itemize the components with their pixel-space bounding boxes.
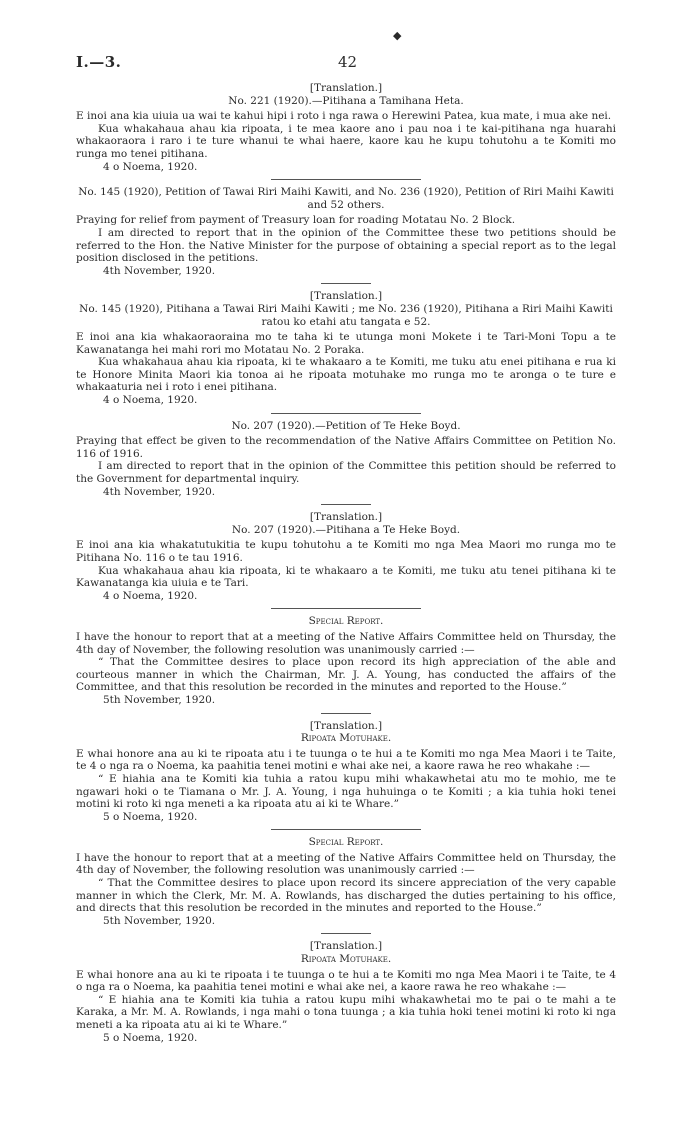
date-line: 4th November, 1920. xyxy=(103,264,216,277)
paragraph: E whai honore ana au ki te ripoata i te tuunga o te hui a te Komiti mo nga Mea Maori i te Taite, te 4 o nga ra o Noema, ka paahitia tenei motini e whai ake nei, a kaore rawa he reo whakahe :— xyxy=(76,968,616,994)
section-special-report-chairman xyxy=(76,615,616,706)
date-line: 5 o Noema, 1920. xyxy=(103,810,198,823)
date-line: 5 o Noema, 1920. xyxy=(103,1031,198,1044)
translation-label: [Translation.] xyxy=(309,511,383,524)
date-line: 4th November, 1920. xyxy=(103,485,216,498)
section-title: No. 221 (1920).—Pitihana a Tamihana Heta. xyxy=(228,94,464,107)
paragraph: I am directed to report that in the opinion of the Committee this petition should be referred to the Government for departmental inquiry. xyxy=(76,460,616,486)
section-title: Ripoata Motuhake. xyxy=(300,732,392,745)
section-divider xyxy=(271,413,421,414)
date-line: 5th November, 1920. xyxy=(103,914,216,927)
date-line: 5th November, 1920. xyxy=(103,693,216,706)
section-petition-207 xyxy=(76,420,616,499)
paragraph: I am directed to report that in the opinion of the Committee these two petitions should be referred to the Hon. the Native Minister for the purpose of obtaining a special report as to the legal position disclosed in the petitions. xyxy=(76,226,616,265)
section-title: Ripoata Motuhake. xyxy=(300,953,392,966)
paragraph: “ E hiahia ana te Komiti kia tuhia a ratou kupu mihi whakawhetai mo te pai o te mahi a te Karaka, a Mr. M. A. Rowlands, i nga mahi o tona tuunga ; a kia tuhia hoki tenei motini ki roto ki nga meneti a ka ripoata atu ai ki te Whare.” xyxy=(76,993,616,1031)
paragraph: Praying that effect be given to the recommendation of the Native Affairs Committee on Petition No. 116 of 1916. xyxy=(76,435,616,460)
translation-label: [Translation.] xyxy=(309,719,383,732)
section-translation-207 xyxy=(76,511,616,602)
paragraph: E whai honore ana au ki te ripoata atu i te tuunga o te hui a te Komiti mo nga Mea Maori i te Taite, te 4 o nga ra o Noema, ka paahitia tenei motini e whai ake nei, a kaore rawa he reo whakahe :— xyxy=(76,747,616,773)
section-translation-ripoata-clerk xyxy=(76,940,616,1044)
section-divider xyxy=(321,933,371,934)
section-title: No. 207 (1920).—Petition of Te Heke Boyd. xyxy=(231,419,461,432)
document-body xyxy=(76,82,616,1044)
paragraph: E inoi ana kia uiuia ua wai te kahui hipi i roto i nga rawa o Herewini Patea, kua mate, i mua ake nei. xyxy=(76,110,612,123)
section-petition-145 xyxy=(76,186,616,277)
paragraph: E inoi ana kia whakaoraoraina mo te taha ki te utunga moni Mokete i te Tari-Moni Topu a te Kawanatanga hei mahi rori mo Motatau No. 2 Poraka. xyxy=(76,331,616,356)
paragraph: “ That the Committee desires to place upon record its high appreciation of the able and courteous manner in which the Chairman, Mr. J. A. Young, has conducted the affairs of the Committee, and that this resolution be recorded in the minutes and reported to the House.” xyxy=(76,656,616,694)
page-number: 42 xyxy=(338,53,358,71)
section-divider xyxy=(271,179,421,180)
paragraph: “ That the Committee desires to place upon record its sincere appreciation of the very capable manner in which the Clerk, Mr. M. A. Rowlands, has discharged the duties pertaining to his office, and directs that this resolution be recorded in the minutes and reported to the House.” xyxy=(76,877,616,915)
section-title: Special Report. xyxy=(308,615,384,628)
paragraph: Kua whakahaua ahau kia ripoata, ki te whakaaro a te Komiti, me tuku atu tenei pitihana ki te Kawanatanga kia uiuia e te Tari. xyxy=(76,564,616,590)
section-divider xyxy=(271,608,421,609)
paragraph: Kua whakahaua ahau kia ripoata, i te mea kaore ano i pau noa i te kai-pitihana nga huarahi whakaoraora i raro i te ture whanui te whai haere, kaore kau he kupu tohutohu a te Komiti mo runga mo tenei pitihana. xyxy=(76,122,616,160)
paragraph: Kua whakahaua ahau kia ripoata, ki te whakaaro a te Komiti, me tuku atu enei pitihana e rua ki te Honore Minita Maori kia tonoa ai he ripoata motuhake mo runga mo te aronga o te ture e whakaaturia nei i roto i enei pitihana. xyxy=(76,356,616,394)
section-title: Special Report. xyxy=(308,836,384,849)
translation-label: [Translation.] xyxy=(309,82,383,94)
section-special-report-clerk xyxy=(76,836,616,927)
date-line: 4 o Noema, 1920. xyxy=(103,394,198,407)
translation-label: [Translation.] xyxy=(309,290,383,303)
document-code: I.—3. xyxy=(76,53,122,71)
section-title: No. 145 (1920), Pitihana a Tawai Riri Maihi Kawiti ; me No. 236 (1920), Pitihana a Riri Maihi Kawiti ratou ko etahi atu tangata e 52. xyxy=(79,302,613,328)
ink-mark: ◆ xyxy=(393,29,402,42)
date-line: 4 o Noema, 1920. xyxy=(103,589,198,602)
section-title: No. 207 (1920).—Pitihana a Te Heke Boyd. xyxy=(231,523,461,536)
paragraph: I have the honour to report that at a meeting of the Native Affairs Committee held on Thursday, the 4th day of November, the following resolution was unanimously carried :— xyxy=(76,851,616,877)
paragraph: Praying for relief from payment of Treasury loan for roading Motatau No. 2 Block. xyxy=(76,214,516,227)
section-translation-145 xyxy=(76,290,616,406)
paragraph: I have the honour to report that at a meeting of the Native Affairs Committee held on Thursday, the 4th day of November, the following resolution was unanimously carried :— xyxy=(76,630,616,656)
date-line: 4 o Noema, 1920. xyxy=(103,160,198,173)
section-translation-221 xyxy=(76,82,616,173)
section-divider xyxy=(321,283,371,284)
section-divider xyxy=(321,504,371,505)
section-divider xyxy=(271,829,421,830)
section-divider xyxy=(321,713,371,714)
paragraph: “ E hiahia ana te Komiti kia tuhia a ratou kupu mihi whakawhetai atu mo te mohio, me te ngawari hoki o te Tiamana o Mr. J. A. Young, i nga huhuinga o te Komiti ; a kia tuhia hoki tenei motini ki roto ki nga meneti a ka ripoata atu ai ki te Whare.” xyxy=(76,772,616,811)
section-title: No. 145 (1920), Petition of Tawai Riri Maihi Kawiti, and No. 236 (1920), Petition of Riri Maihi Kawiti and 52 others. xyxy=(78,186,614,211)
section-translation-ripoata-chairman xyxy=(76,720,616,824)
paragraph: E inoi ana kia whakatutukitia te kupu tohutohu a te Komiti mo nga Mea Maori mo runga mo te Pitihana No. 116 o te tau 1916. xyxy=(76,539,616,564)
translation-label: [Translation.] xyxy=(309,940,383,953)
